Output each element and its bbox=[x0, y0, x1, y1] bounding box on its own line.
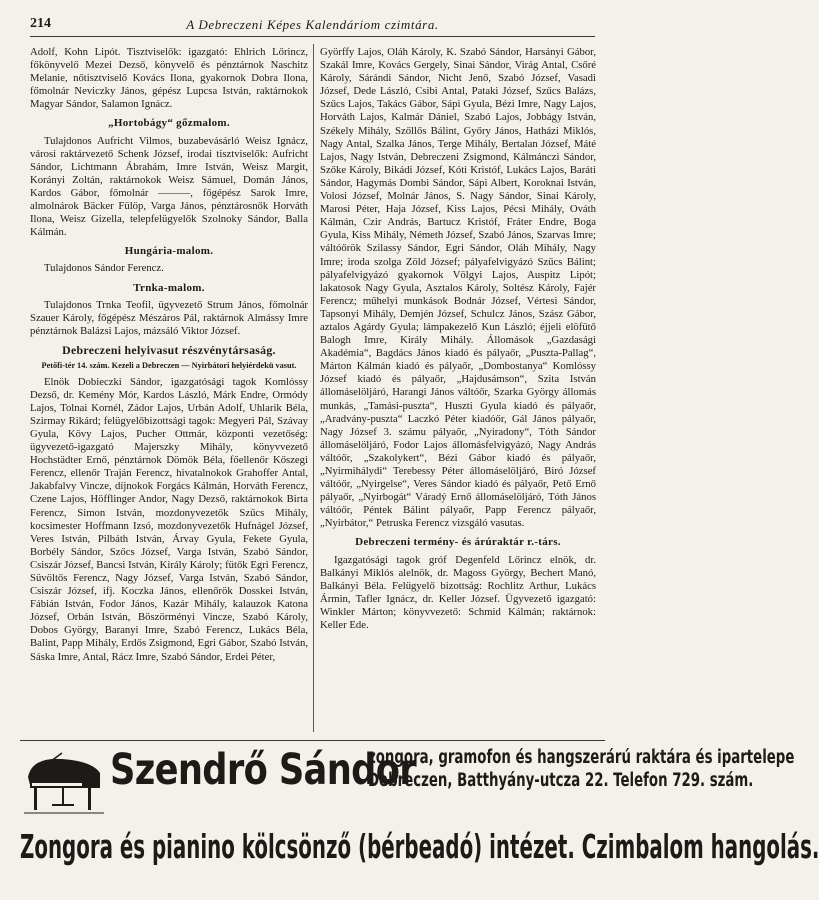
section-address: Petőfi-tér 14. szám. Kezeli a Debreczen — Nyirbátori helyiérdekü vasut. bbox=[41, 360, 297, 370]
page-number: 214 bbox=[30, 16, 51, 31]
paragraph: Elnök Dobieczki Sándor, igazgatósági tagok Komlóssy Dezső, dr. Kemény Mór, Kardos László, Márk Endre, Ormódy Lajos, Tolnai Kornél, Zádor Lajos, Urbán Adolf, Uhlarik Béla, Szirmay Rikárd; felügyelőbizottsági tagok: Megyeri Pál, Szávay Gyula, Kövy Lajos, Pucher Ottmár, központi vezetőség: ügyvezető-igazgató Majerszky Mihály, könyvvezető Hochstädter Ernő, pénztárnok Dömök Béla, főellenőr Kőszegi Ferencz, ellenőr Traján Ferencz, hivatalnokok Grahoffer Antal, Jakabfalvy Vincze, díjnokok Forgács Kálmán, Horváth Ferencz, Czene Lajos, Höfflinger Andor, Nagy Dezső, raktárnokok Birta Ferencz, Simon István, mozdonyvezetők Szűcs Mihály, kocsimester Hoffmann Izsó, mozdonyvezetők Hufnágel József, Veres István, Pilbáth István, Árvay Gyula, Fekete Gyula, Borbély Sándor, Szőcs József, Varga István, Szabó Sándor, Csiszár József, Bancsi István, Király Károly; fütők Egri Ferencz, Süvöltős Ferencz, Nagy József, Varga István, Szabó Sándor, Csiszár József, ifj. Koczka János, ellenőrök Dosskei István, Fábián István, Fodor János, Kazár Mihály, kalauzok Katona József, Orbán István, Böszörményi Vincze, Szabó Károly, Dobos György, Baranyi Imre, Szabó Ferencz, Lukács Béla, Balint, Papp Mihály, Erdős Zsigmond, Egri Gábor, Szabó István, Sáska Imre, Antal, Rácz Imre, Szabó Sándor, Erdei Péter, bbox=[30, 375, 308, 663]
paragraph: Tulajdonos Trnka Teofil, ügyvezető Strum János, főmolnár Szauer Károly, főgépész Mészáros Pál, raktárnok Almássy Imre pénztárnok Balázsi Lajos, mázsáló Viktor József. bbox=[30, 298, 308, 337]
ad-tagline-address: Debreczen, Batthyány-utcza 22. Telefon 729. szám. bbox=[368, 770, 754, 791]
right-column bbox=[320, 46, 596, 632]
ad-bottom-line: Zongora és pianino kölcsönző (bérbeadó) intézet. Czimbalom hangolás. bbox=[20, 827, 819, 866]
advertisement bbox=[20, 740, 819, 886]
paragraph: Tulajdonos Aufricht Vilmos, buzabevásárló Weisz Ignácz, városi raktárvezető Schenk József, irodai tisztviselők: Aufricht Sándor, Lichtmann Ábrahám, Imre István, Weisz Margit, Korányi Zoltán, raktárnokok Weisz Sámuel, Domán János, Kardos Gábor, főmolnár ———, főgépész Sarok Imre, almolnárok Bäcker Fülöp, Varga János, pénztárosnők Horváth Ilona, Weisz Gizella, telepfelügyelők Szolnoky Sándor, Balla Kálmán. bbox=[30, 134, 308, 239]
paragraph: Adolf, Kohn Lipót. Tisztviselők: igazgató: Ehlrich Lőrincz, főkönyvelő Mezei Dezső, könyvelő és pénztárnok Naschitz Melanie, nőtisztviselő Kovács Ilona, gyakornok Dobra Ilona, főmolnár Neviczky János, gépész Lupcsa István, raktárnokok Magyar Sándor, Salamon Ignácz. bbox=[30, 46, 308, 111]
section-heading: Hungária-malom. bbox=[124, 245, 214, 258]
section-heading: „Hortobágy“ gőzmalom. bbox=[108, 117, 230, 130]
paragraph: Tulajdonos Sándor Ferencz. bbox=[44, 262, 164, 275]
ad-tagline-products: zongora, gramofon és hangszerárú raktára és ipartelepe bbox=[368, 747, 795, 768]
column-divider bbox=[313, 44, 314, 732]
page-header bbox=[30, 16, 595, 37]
section-heading: Debreczeni helyivasut részvénytársaság. bbox=[62, 342, 276, 357]
section-heading: Debreczeni termény- és árúraktár r.-társ. bbox=[355, 536, 561, 549]
left-column bbox=[30, 46, 308, 664]
running-title: A Debreczeni Képes Kalendáriom czimtára. bbox=[186, 17, 439, 32]
paragraph: Igazgatósági tagok gróf Degenfeld Lőrincz elnök, dr. Balkányi Miklós alelnök, dr. Magoss György, Bechert Manó, Balkányi Béla. Felügyelő bizottság: Rochlitz Arthur, Lukács Ármin, Tafler Ignácz, dr. Keller József. Ügyvezető igazgató: Winkler Márton; könyvvezető: Schmid Kálmán; raktárnok: Keller Ede. bbox=[320, 553, 596, 632]
paragraph: Györffy Lajos, Oláh Károly, K. Szabó Sándor, Harsányi Gábor, Szakál Imre, Kovács Gergely, Sinai Sándor, Virág Antal, Csőré Károly, Sárándi Sándor, Nicht Jenő, Szabó József, Vasadi József, Dede László, Csibi Antal, Pataki József, Szűcs Balázs, Szűcs Lajos, Takács Gábor, Sápi Gyula, Bézi Imre, Nagy Lajos, Horváth Lajos, Kalmár Dániel, Szabó Lajos, Jobbágy István, Székely Mihály, Szőllős Bálint, Győry János, Hatházi Miklós, Nagy Antal, Szalka János, Terge Mihály, Bertalan József, Máté Lajos, Nagy István, Debreczeni Zsigmond, Kálmánczi Sándor, Szőke Károly, Bikádi József, Kóti Kristóf, Lukács Lajos, Baráti Sándor, Hagymás Dombi Sándor, Sápi Albert, Koroknai István, Volosi József, Molnár János, S. Nagy Sándor, Sinai Károly, Marosi Péter, Haja József, Kiss Lajos, Pécsi Mihály, Ováth Kálmán, Czir András, Bartucz Kristóf, Fráter Endre, Boga Gyula, Kiss Mihály, Németh József, Szabó János, Szarvas Imre; váltóőrök Szilassy Sándor, Egri Sándor, Oláh Mihály, Nagy Imre; iroda szolga Zöld József; pályafelvigyázó Szűcs Bálint; pályafelvigyázó gyakornok Völgyi Lajos, Auspitz Lipót; lakatosok Nagy Gyula, Asztalos Károly, Soltész Károly, Fajér Ferencz; műhelyi munkások Bodnár József, Vértesi Sándor, Tapsonyi Mihály, Demjén József, Schulcz János, Szász Gábor, aztalos Agárdy Gyula; lámpakezelő Kun László; éjjeli elöfütő Balogh Imre, Király Mihály. Állomások „Gazdasági Akadémia“, Bagdács János kiadó és pályaőr, „Puszta-Pallag“, Márton Kálmán kiadó és pályaőr, „Dombostanya“ Komlóssy József kiadó és pályaőr, „Hajdusámson“, Szita István állomáselöljáró, Harangi János váltóőr, Szarka György állomás munkás, „Tamási-puszta“, Huszti Gyula kiadó és pályaőr, „Aradvány-puszta“ Laczkó Péter kiadóőr, Gál János pályaőr, Nagy József 3. számu pályaőr, „Nyiradony“, Tóth Sándor állomáselöljáró, Fodor Lajos állomásfelvigyázó, Nagy András váltóőr, „Szakolykert“, Bézi Gábor kiadó és pályaőr, „Nyirmihálydi“ Terebessy Péter állomáselöljáró, Biró József váltóőr, „Nyirgelse“, Veres Sándor kiadó és pályaőr, Pető Ernő pályaőr, „Nyirbogát“ Váradý Ernő állomáselöljáró, Tóth János váltóőr, Péntek Bálint pályaőr, Papp Ferencz pályaőr, „Nyirbátor,“ Petruska Ferencz vizsgáló vasutas. bbox=[320, 46, 596, 530]
brand-name: Szendrő Sándor bbox=[110, 745, 417, 795]
grand-piano-illustration bbox=[22, 747, 106, 815]
section-heading: Trnka-malom. bbox=[133, 281, 205, 294]
